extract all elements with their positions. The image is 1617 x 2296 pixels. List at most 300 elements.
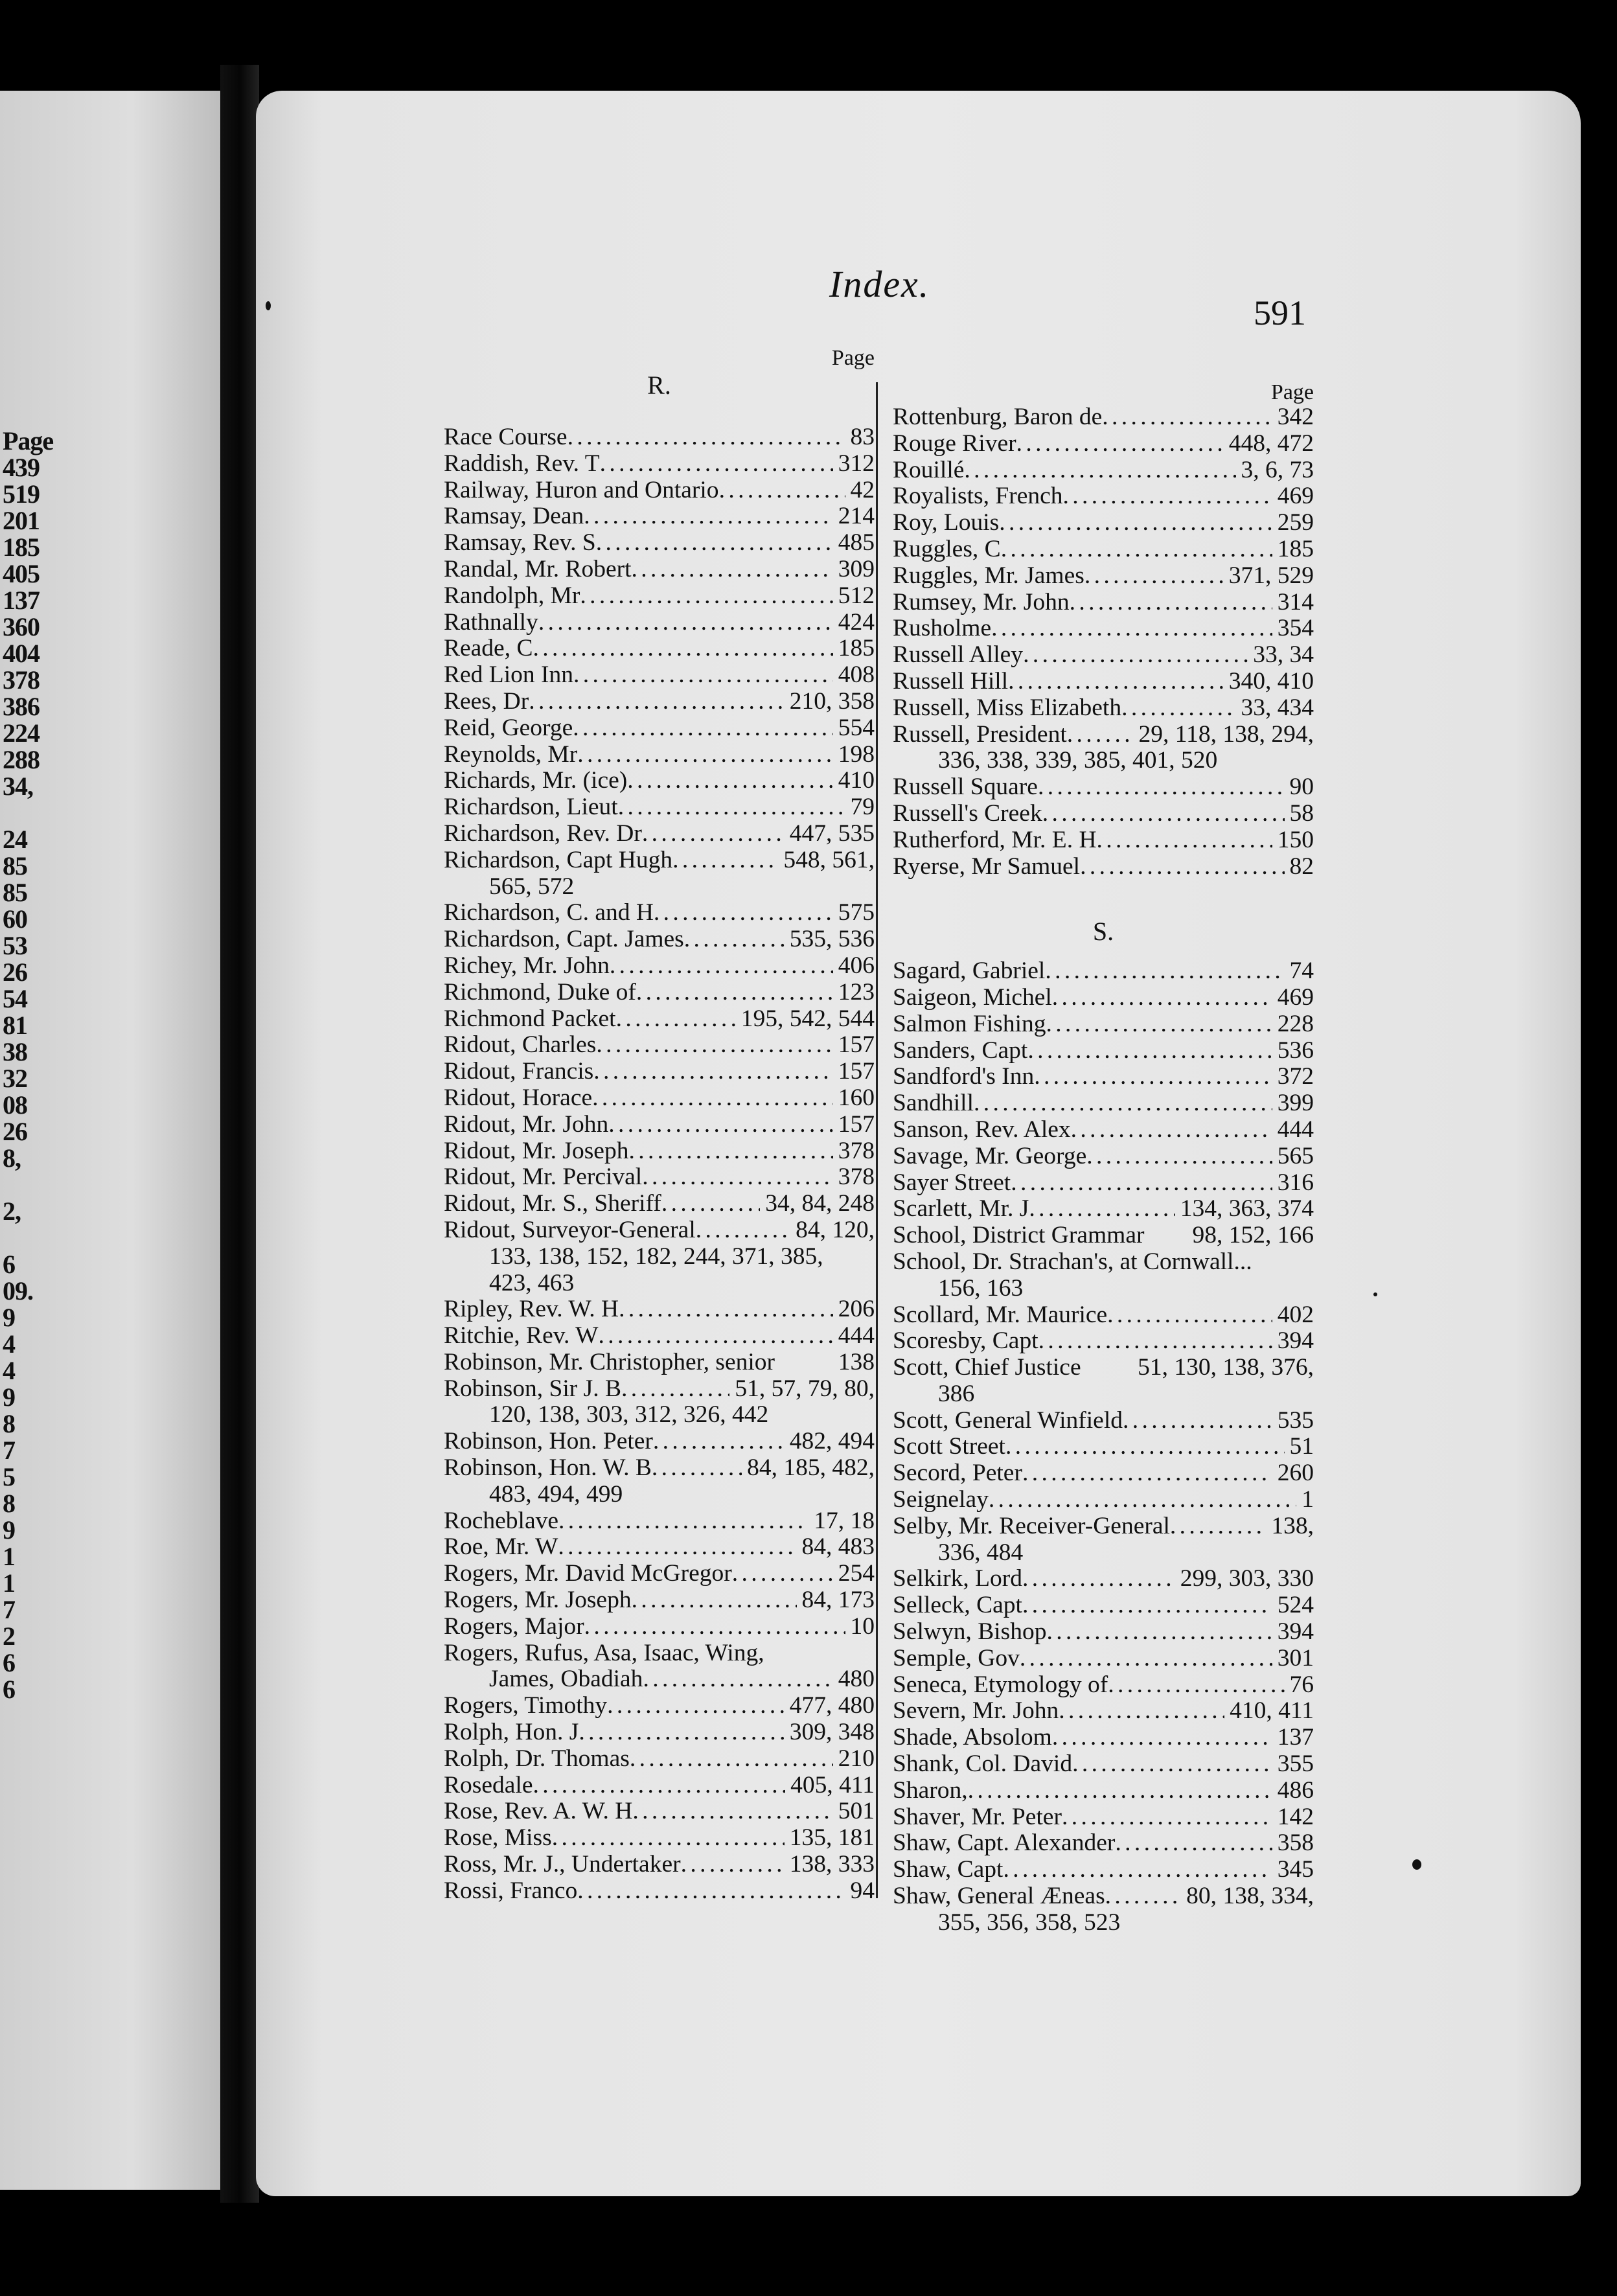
entry-pages: 214 [838, 503, 875, 530]
entry-pages: 76 [1289, 1671, 1314, 1698]
entry-name: Rolph, Hon. J [444, 1719, 579, 1746]
entry-pages: 378 [838, 1137, 875, 1164]
index-entry [893, 669, 1314, 695]
index-entry [893, 1090, 1314, 1117]
facing-page-edge-line: 60 [3, 904, 27, 934]
entry-name: Ramsay, Dean [444, 503, 584, 530]
facing-page-edge-line: Page [3, 426, 54, 455]
leader-dots [672, 847, 778, 874]
entry-name: Shank, Col. David [893, 1751, 1073, 1778]
index-entry [444, 1878, 875, 1905]
entry-pages: 447, 535 [789, 820, 875, 847]
entry-pages: 354 [1277, 615, 1314, 642]
index-entry [893, 1434, 1314, 1460]
entry-pages: 134, 363, 374 [1180, 1195, 1314, 1223]
facing-page-edge-line: 85 [3, 851, 27, 880]
paper-speck [1412, 1859, 1421, 1870]
entry-pages: 536 [1277, 1037, 1314, 1064]
index-entry [893, 1038, 1314, 1064]
entry-pages: 1 [1302, 1486, 1314, 1513]
entry-name: Randal, Mr. Robert [444, 555, 632, 582]
facing-page-edge-line: 32 [3, 1064, 27, 1093]
index-entry [893, 774, 1314, 801]
entry-name: Rogers, Major [444, 1613, 584, 1640]
index-entry [444, 742, 875, 768]
index-entry [444, 1217, 875, 1244]
entry-pages: 51, 57, 79, 80, [735, 1375, 875, 1402]
facing-page-edge-line: 185 [3, 533, 40, 562]
entry-pages: 29, 118, 138, 294, [1138, 720, 1314, 748]
leader-dots [1072, 1751, 1272, 1778]
entry-pages: 42 [850, 476, 875, 503]
index-entry [444, 1719, 875, 1746]
entry-name: Robinson, Hon. W. B [444, 1454, 652, 1482]
entry-name: Rees, Dr [444, 687, 529, 715]
entry-name: Russell Square [893, 774, 1038, 801]
leader-dots [696, 1217, 790, 1244]
entry-pages: 312 [838, 450, 875, 477]
facing-page-edge-line: 53 [3, 931, 27, 960]
entry-name: Rogers, Timothy [444, 1692, 608, 1719]
running-head: Index. [829, 263, 930, 305]
entry-continuation-text: James, Obadiah [489, 1666, 643, 1693]
entry-continuation: 336, 484 [938, 1539, 1024, 1566]
entry-pages: 157 [838, 1031, 875, 1059]
index-entry [444, 451, 875, 477]
leader-dots [1062, 1804, 1272, 1831]
entry-name: Ridout, Francis [444, 1058, 594, 1085]
leader-dots [1023, 642, 1248, 669]
entry-pages: 83 [850, 424, 875, 450]
index-entry [893, 695, 1314, 722]
entry-name: Robinson, Hon. Peter [444, 1428, 653, 1455]
index-entry [893, 1223, 1314, 1249]
entry-name: Ridout, Mr. Joseph [444, 1137, 629, 1164]
index-entry [444, 530, 875, 557]
entry-name: Shade, Absolom [893, 1724, 1052, 1751]
index-entry [893, 1064, 1314, 1090]
facing-page-edge-line: 201 [3, 506, 40, 535]
index-entry [893, 510, 1314, 536]
index-entry [444, 926, 875, 953]
entry-pages: 405, 411 [790, 1771, 875, 1798]
entry-name: Raddish, Rev. T [444, 450, 600, 477]
entry-pages: 372 [1277, 1063, 1314, 1090]
index-entry [893, 404, 1314, 431]
index-entry [893, 854, 1314, 880]
leader-dots [607, 1693, 785, 1719]
index-entry [893, 536, 1314, 563]
entry-continuation: 156, 163 [938, 1274, 1024, 1302]
entry-name: Reid, George [444, 714, 573, 741]
facing-page-edge-line: 9 [3, 1383, 15, 1412]
index-entry [444, 821, 875, 847]
leader-dots [533, 1773, 785, 1799]
entry-name: Rusholme [893, 615, 992, 642]
entry-pages: 84, 173 [801, 1587, 875, 1614]
entry-name: Sagard, Gabriel [893, 958, 1046, 985]
entry-name: Seneca, Etymology of [893, 1671, 1108, 1698]
entry-name: Rosedale [444, 1771, 533, 1798]
paper-speck [266, 301, 271, 310]
entry-name: Scott, General Winfield [893, 1406, 1123, 1434]
entry-name: Rumsey, Mr. John [893, 588, 1070, 615]
entry-name: Sayer Street [893, 1169, 1011, 1196]
facing-page-edge-line [3, 1171, 61, 1198]
entry-pages: 469 [1277, 483, 1314, 510]
index-entry [444, 1693, 875, 1719]
facing-page-edge-line: 54 [3, 984, 27, 1013]
leader-dots [627, 768, 833, 794]
index-entry [444, 1059, 875, 1085]
entry-name: Shaw, General Æneas [893, 1883, 1105, 1910]
index-entry [893, 1883, 1314, 1910]
entry-name: Richards, Mr. (ice) [444, 767, 628, 794]
entry-pages: 195, 542, 544 [740, 1005, 875, 1032]
facing-page-edge-line: 81 [3, 1011, 27, 1040]
entry-name: Rocheblave [444, 1507, 559, 1534]
column-page-header: Page [1270, 380, 1314, 404]
index-entry [893, 1249, 1314, 1276]
index-entry [444, 1085, 875, 1112]
entry-pages: 410, 411 [1230, 1697, 1314, 1725]
index-entry [893, 1698, 1314, 1725]
entry-name: Rose, Miss [444, 1824, 552, 1852]
entry-name: Rouillé [893, 456, 965, 483]
leader-dots [636, 980, 833, 1006]
facing-page-edge-line: 288 [3, 745, 40, 774]
facing-page-edge-line: 5 [3, 1462, 15, 1491]
index-entry [444, 1006, 875, 1033]
index-entry [444, 1138, 875, 1165]
entry-pages: 142 [1277, 1803, 1314, 1830]
leader-dots [719, 477, 845, 504]
leader-dots [1084, 563, 1224, 590]
leader-dots [1115, 1830, 1272, 1857]
leader-dots [573, 715, 832, 742]
facing-page-edge-line: 6 [3, 1648, 15, 1677]
index-entry [893, 958, 1314, 985]
entry-name: Ripley, Rev. W. H [444, 1296, 619, 1323]
entry-name: Robinson, Sir J. B [444, 1375, 622, 1402]
leader-dots [1003, 1857, 1272, 1883]
entry-name: Ramsay, Rev. S [444, 529, 596, 557]
leader-dots [1071, 1117, 1272, 1143]
leader-dots [653, 1429, 785, 1455]
entry-pages: 524 [1277, 1592, 1314, 1619]
entry-name: Ross, Mr. J., Undertaker [444, 1851, 681, 1878]
entry-name: Saigeon, Michel [893, 983, 1052, 1011]
entry-name: Ridout, Mr. Percival [444, 1164, 643, 1191]
index-entry [444, 1429, 875, 1455]
leader-dots [577, 742, 833, 768]
index-entry [444, 689, 875, 715]
leader-dots [1038, 774, 1285, 801]
entry-name: Ryerse, Mr Samuel [893, 853, 1081, 880]
leader-dots [999, 510, 1272, 536]
entry-name: Rottenburg, Baron de [893, 404, 1103, 430]
entry-pages: 210, 358 [789, 687, 875, 715]
entry-pages: 548, 561, [783, 846, 875, 873]
leader-dots [1008, 669, 1224, 695]
entry-name: Rose, Rev. A. W. H [444, 1798, 633, 1825]
leader-dots [628, 1138, 832, 1165]
entry-pages: 33, 34 [1253, 641, 1314, 669]
entry-name: Ruggles, C [893, 535, 1001, 562]
index-entry [444, 1455, 875, 1482]
index-entry [893, 483, 1314, 510]
index-entry [444, 768, 875, 794]
entry-name: Semple, Gov [893, 1644, 1020, 1671]
index-entry [893, 1804, 1314, 1831]
entry-name: Robinson, Mr. Christopher, senior [444, 1348, 775, 1375]
entry-pages: 410 [838, 767, 875, 794]
entry-pages: 58 [1289, 799, 1314, 827]
facing-page-edge-line: 6 [3, 1675, 15, 1704]
entry-pages: 138, [1271, 1512, 1314, 1539]
entry-pages: 17, 18 [814, 1507, 875, 1534]
leader-dots [619, 1296, 833, 1323]
entry-pages: 84, 483 [801, 1533, 875, 1561]
leader-dots [1107, 1302, 1272, 1329]
facing-page-edge-line: 7 [3, 1436, 15, 1465]
leader-dots [568, 424, 845, 451]
leader-dots [643, 1666, 832, 1693]
leader-dots [642, 1164, 833, 1191]
index-entry [444, 1508, 875, 1535]
entry-pages: 340, 410 [1228, 667, 1314, 695]
index-entries-s [893, 958, 1314, 1936]
entry-pages: 34, 84, 248 [765, 1190, 875, 1217]
index-entry [444, 980, 875, 1006]
entry-name: Scott Street [893, 1433, 1005, 1460]
entry-name: Severn, Mr. John [893, 1697, 1059, 1725]
leader-dots [1123, 1408, 1272, 1434]
index-entry [893, 642, 1314, 669]
entry-pages: 371, 529 [1228, 562, 1314, 589]
leader-dots [584, 503, 833, 530]
entry-name: Selwyn, Bishop [893, 1618, 1047, 1646]
entry-pages: 469 [1277, 983, 1314, 1011]
entry-name: Reade, C [444, 635, 533, 662]
entry-name: Russell, Miss Elizabeth [893, 694, 1122, 721]
entry-pages: 206 [838, 1296, 875, 1323]
leader-dots [991, 615, 1272, 642]
index-entry [893, 827, 1314, 854]
index-entry [444, 715, 875, 742]
index-entry [893, 563, 1314, 590]
entry-pages: 210 [838, 1745, 875, 1772]
entry-pages: 402 [1277, 1301, 1314, 1328]
index-entry [893, 431, 1314, 457]
entry-pages: 535, 536 [789, 926, 875, 953]
entry-pages: 394 [1277, 1327, 1314, 1355]
entry-name: Ridout, Mr. S., Sheriff [444, 1190, 661, 1217]
entry-pages: 74 [1289, 958, 1314, 985]
leader-dots [592, 1085, 833, 1112]
facing-page-edge-line [3, 1224, 61, 1251]
leader-dots [1034, 1064, 1272, 1090]
entry-pages: 477, 480 [789, 1692, 875, 1719]
leader-dots [1038, 1328, 1272, 1355]
index-entry [893, 1143, 1314, 1170]
entry-name: Ridout, Mr. John [444, 1110, 609, 1138]
index-entry [444, 503, 875, 530]
index-entry [893, 1302, 1314, 1329]
leader-dots [632, 1798, 832, 1825]
entry-pages: 554 [838, 714, 875, 741]
entry-pages: 299, 303, 330 [1180, 1565, 1314, 1592]
index-entries-r-continued [893, 404, 1314, 880]
leader-dots [558, 1508, 808, 1535]
entry-pages: 394 [1277, 1618, 1314, 1646]
facing-page-edge-line: 405 [3, 559, 40, 588]
entry-name: Secord, Peter [893, 1460, 1022, 1487]
facing-page-edge-line: 404 [3, 639, 40, 668]
facing-page-edge-line: 8, [3, 1143, 21, 1173]
index-entry [444, 1534, 875, 1561]
facing-page-edge-line: 2 [3, 1622, 15, 1651]
facing-page-edge-line: 9 [3, 1515, 15, 1544]
leader-dots [1022, 1566, 1175, 1592]
index-entry [444, 477, 875, 504]
entry-pages: 316 [1277, 1169, 1314, 1196]
entry-name: Sandford's Inn [893, 1063, 1035, 1090]
entry-name: Reynolds, Mr [444, 740, 578, 768]
leader-dots [684, 926, 785, 953]
index-entry [893, 1646, 1314, 1672]
facing-page-edge-line: 360 [3, 612, 40, 641]
index-entry [893, 590, 1314, 616]
index-entry [893, 457, 1314, 484]
entry-name: Richmond Packet [444, 1005, 616, 1032]
leader-dots [1052, 985, 1272, 1011]
leader-dots [584, 1614, 845, 1640]
leader-dots [1046, 1011, 1272, 1038]
entry-pages: 259 [1277, 509, 1314, 536]
entry-pages: 138 [838, 1348, 875, 1375]
entry-continuation [444, 1666, 875, 1693]
facing-page-edge-line: 4 [3, 1329, 15, 1359]
entry-name: Richardson, Lieut [444, 794, 618, 821]
entry-pages: 228 [1277, 1010, 1314, 1037]
leader-dots [608, 1112, 833, 1138]
entry-pages: 198 [838, 740, 875, 768]
facing-page-edge-line: 8 [3, 1409, 15, 1438]
entry-name: Ridout, Surveyor-General [444, 1216, 696, 1243]
entry-name: Railway, Huron and Ontario [444, 476, 719, 503]
entry-name: Ritchie, Rev. W [444, 1322, 599, 1349]
entry-name: Selby, Mr. Receiver-General [893, 1512, 1170, 1539]
index-entry [444, 794, 875, 821]
index-entry [893, 1117, 1314, 1143]
index-entry [893, 1751, 1314, 1778]
leader-dots [1059, 1698, 1224, 1725]
index-entry [444, 1587, 875, 1614]
index-entry [444, 1561, 875, 1587]
entry-continuation: 120, 138, 303, 312, 326, 442 [489, 1401, 769, 1429]
entry-name: Russell's Creek [893, 799, 1042, 827]
leader-dots [1108, 1672, 1284, 1699]
leader-dots [1097, 827, 1272, 854]
facing-page-edge-line: 378 [3, 665, 40, 695]
leader-dots [1020, 1646, 1272, 1672]
entry-name: Rogers, Mr. Joseph [444, 1587, 632, 1614]
leader-dots [1029, 1196, 1175, 1223]
facing-page-edge-line: 137 [3, 586, 40, 615]
entry-pages: 406 [838, 952, 875, 979]
index-entry [893, 1170, 1314, 1197]
entry-pages: 486 [1277, 1776, 1314, 1804]
leader-dots [964, 457, 1235, 484]
index-entry [444, 1112, 875, 1138]
index-entry [893, 985, 1314, 1011]
entry-name: Russell, President [893, 720, 1067, 748]
entry-name: Ridout, Charles [444, 1031, 597, 1059]
index-entry [893, 1566, 1314, 1592]
entry-name: Richey, Mr. John [444, 952, 610, 979]
entry-pages: 3, 6, 73 [1241, 456, 1314, 483]
leader-dots [1086, 1143, 1272, 1170]
leader-dots [732, 1561, 833, 1587]
entry-pages: 10 [850, 1613, 875, 1640]
leader-dots [1102, 404, 1272, 431]
entry-name: Race Course [444, 424, 568, 450]
index-entry [444, 953, 875, 980]
entry-pages: 157 [838, 1110, 875, 1138]
index-entry [893, 722, 1314, 748]
facing-page-left [0, 91, 220, 2190]
index-entry [893, 1196, 1314, 1223]
leader-dots [558, 1534, 796, 1561]
section-letter-s: S. [1092, 917, 1114, 947]
entry-name: Shaw, Capt [893, 1856, 1003, 1883]
entry-name: Richardson, C. and H [444, 899, 654, 926]
index-entry [444, 636, 875, 662]
index-entry [444, 1164, 875, 1191]
entry-pages: 150 [1277, 826, 1314, 853]
entry-pages: 79 [850, 794, 875, 821]
entry-name: Richardson, Capt. James [444, 926, 684, 953]
index-entry [893, 1672, 1314, 1699]
index-entry [444, 1798, 875, 1825]
entry-pages: 345 [1277, 1856, 1314, 1883]
entry-pages: 309 [838, 555, 875, 582]
entry-name: Savage, Mr. George [893, 1142, 1087, 1169]
index-entry [893, 1355, 1314, 1381]
index-entry [893, 1592, 1314, 1619]
entry-name: Rogers, Rufus, Asa, Isaac, Wing, [444, 1639, 764, 1666]
column-divider [876, 382, 878, 1898]
index-entry [444, 1376, 875, 1403]
entry-continuation: 565, 572 [489, 873, 575, 900]
leader-dots [632, 557, 833, 583]
facing-page-edge-line: 34, [3, 772, 33, 801]
entry-pages: 51 [1289, 1433, 1314, 1460]
index-entry [444, 1773, 875, 1799]
facing-page-edge-text [3, 428, 61, 1703]
leader-dots [600, 451, 833, 477]
leader-dots [599, 1323, 833, 1349]
leader-dots [1105, 1883, 1181, 1910]
index-entry [893, 1778, 1314, 1804]
index-entry [893, 1408, 1314, 1434]
index-entry [893, 615, 1314, 642]
entry-name: Roe, Mr. W [444, 1533, 558, 1561]
leader-dots [616, 1006, 736, 1033]
facing-page-edge-line: 85 [3, 878, 27, 907]
entry-name: Randolph, Mr [444, 582, 580, 609]
